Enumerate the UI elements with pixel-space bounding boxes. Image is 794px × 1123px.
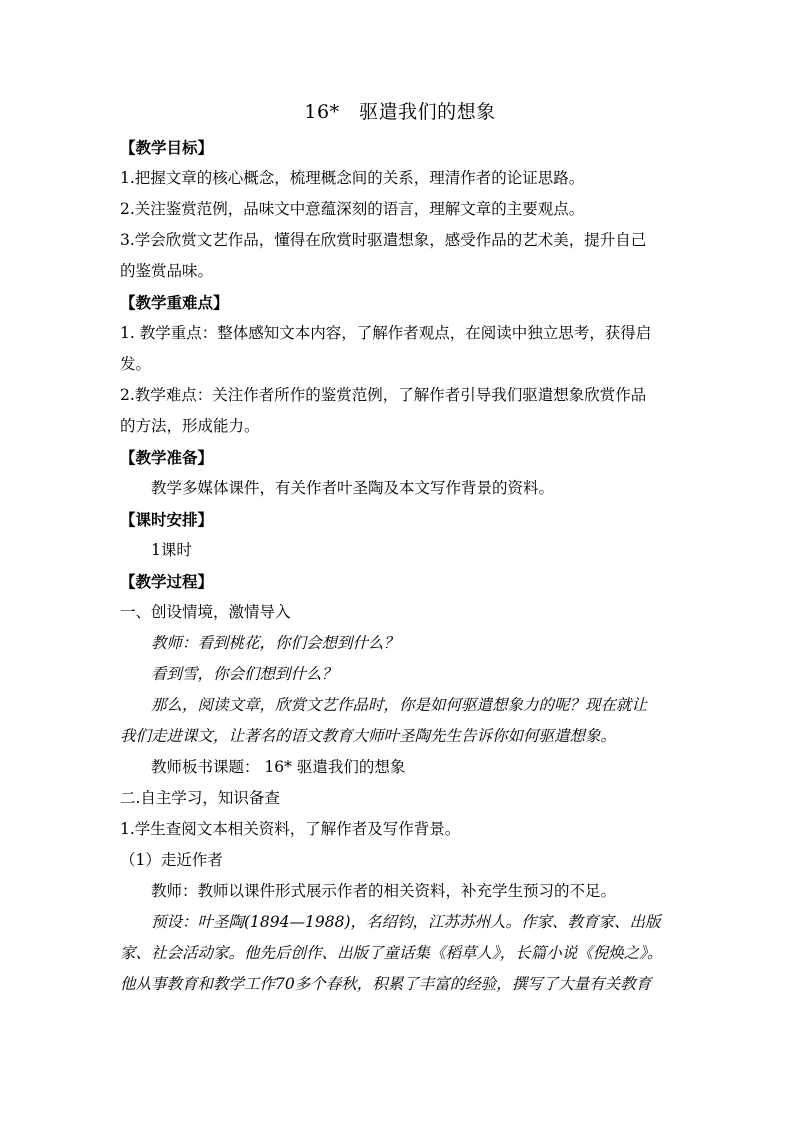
text-line: 看到雪，你会们想到什么？ xyxy=(151,665,338,683)
text-line: 2.关注鉴赏范例，品味文中意蕴深刻的语言，理解文章的主要观点。 xyxy=(120,200,585,218)
subheading-line: （1）走近作者 xyxy=(120,851,223,869)
subheading-line: 二.自主学习，知识备查 xyxy=(120,789,280,807)
text-line: 的方法，形成能力。 xyxy=(120,417,260,435)
section-heading-key-points: 【教学重难点】 xyxy=(120,293,229,312)
text-line: 教师板书课题： 16* 驱遣我们的想象 xyxy=(151,758,406,776)
text-line: 教师：教师以课件形式展示作者的相关资料，补充学生预习的不足。 xyxy=(151,882,617,900)
text-line: 1课时 xyxy=(151,541,192,559)
text-line: 1.学生查阅文本相关资料，了解作者及写作背景。 xyxy=(120,820,461,838)
text-line: 我们走进课文，让著名的语文教育大师叶圣陶先生告诉你如何驱遣想象。 xyxy=(120,727,617,745)
text-line: 那么，阅读文章，欣赏文艺作品时，你是如何驱遣想象力的呢？现在就让 xyxy=(151,696,648,714)
text-line: 1. 教学重点：整体感知文本内容，了解作者观点，在阅读中独立思考，获得启 xyxy=(120,324,652,342)
section-heading-objectives: 【教学目标】 xyxy=(120,138,214,157)
text-line: 发。 xyxy=(120,355,152,373)
text-line: 教学多媒体课件，有关作者叶圣陶及本文写作背景的资料。 xyxy=(151,479,555,497)
text-line: 3.学会欣赏文艺作品，懂得在欣赏时驱遣想象，感受作品的艺术美，提升自己 xyxy=(120,231,647,249)
document-body xyxy=(120,98,680,1000)
text-line: 预设：叶圣陶(1894—1988)，名绍钧，江苏苏州人。作家、教育家、出版 xyxy=(151,913,661,931)
text-line: 的鉴赏品味。 xyxy=(120,262,214,280)
text-line: 1.把握文章的核心概念，梳理概念间的关系，理清作者的论证思路。 xyxy=(120,169,585,187)
text-line: 教师：看到桃花，你们会想到什么？ xyxy=(151,634,400,652)
text-line: 他从事教育和教学工作70多个春秋，积累了丰富的经验，撰写了大量有关教育 xyxy=(120,975,652,993)
page-title: 16* 驱遣我们的想象 xyxy=(304,101,496,123)
section-heading-schedule: 【课时安排】 xyxy=(120,510,214,529)
text-line: 2.教学难点：关注作者所作的鉴赏范例，了解作者引导我们驱遣想象欣赏作品 xyxy=(120,386,647,404)
text-line: 家、社会活动家。他先后创作、出版了童话集《稻草人》，长篇小说《倪焕之》。 xyxy=(120,944,663,962)
subheading-line: 一、创设情境，激情导入 xyxy=(120,603,291,621)
section-heading-process: 【教学过程】 xyxy=(120,572,214,591)
section-heading-preparation: 【教学准备】 xyxy=(120,448,214,467)
